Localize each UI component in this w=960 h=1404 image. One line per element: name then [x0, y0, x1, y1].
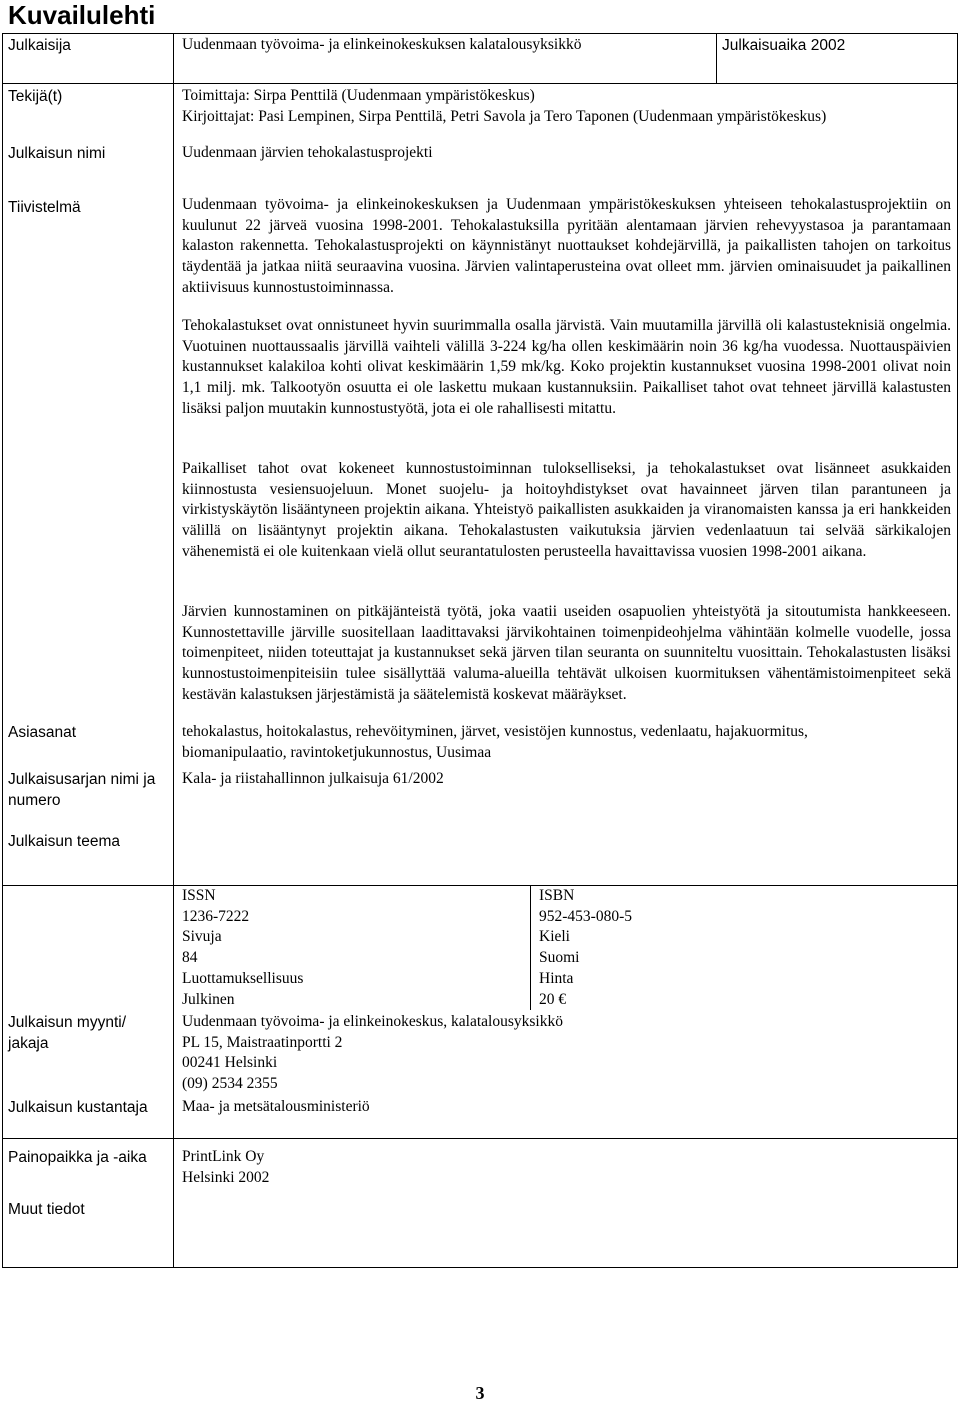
- table-border-bottom: [2, 1267, 958, 1268]
- distributor-address: PL 15, Maistraatinportti 2: [182, 1033, 343, 1051]
- distribution-value: [182, 1012, 563, 1095]
- issn-label: ISSN: [182, 887, 216, 904]
- row-divider-distribution: [2, 1138, 958, 1139]
- keywords-value: tehokalastus, hoitokalastus, rehevöityminen, järvet, vesistöjen kunnostus, vedenlaatu, hajakuormitus, biomanipulaatio, ravintoketjukunnostus, Uusimaa: [182, 723, 808, 761]
- pub-name-label: Julkaisun nimi: [8, 145, 106, 162]
- distributor-name: Uudenmaan työvoima- ja elinkeinokeskus, kalatalousyksikkö: [182, 1013, 563, 1030]
- printing-place-year: Helsinki 2002: [182, 1168, 270, 1186]
- isbn-value: 952-453-080-5: [539, 907, 632, 925]
- isbn-block: [539, 886, 632, 1010]
- abstract-label: Tiivistelmä: [8, 199, 81, 216]
- language-value: Suomi: [539, 949, 580, 967]
- publisher-value: Uudenmaan työvoima- ja elinkeinokeskuksen kalatalousyksikkö: [182, 36, 582, 53]
- date-divider: [716, 33, 717, 83]
- isbn-label: ISBN: [539, 887, 575, 904]
- page-number: 3: [475, 1383, 485, 1403]
- isbn-divider: [530, 885, 531, 1010]
- publication-date: Julkaisuaika 2002: [722, 37, 846, 54]
- abstract-paragraph: Paikalliset tahot ovat kokeneet kunnostustoiminnan tulokselliseksi, ja tehokalastukset ovat lisänneet asukkaiden kiinnostusta vesiensuojeluun. Monet suojelu- ja hoitoyhdistykset ovat havainneet järven tilan parantuneen ja virkistyskäytön lisääntyneen projektin aikana. Yhteistyö paikallisten asukkaiden ja viranomaisten kanssa ja eri hankkeiden välillä on lisääntynyt projektin aikana. Tehokalastusten vaikutuksia järvien vedenlaatuun tai selvää särkikalojen vähenemistä ei ole kuitenkaan vielä ollut seurantatulosten perusteella havaittavissa vuosien 1998-2001 aikana.: [182, 460, 951, 560]
- confidentiality-value: Julkinen: [182, 990, 235, 1008]
- distribution-label: Julkaisun myynti/ jakaja: [8, 1014, 127, 1052]
- row-divider-1: [2, 83, 958, 84]
- pages-value: 84: [182, 949, 198, 967]
- language-label: Kieli: [539, 928, 570, 946]
- theme-label: Julkaisun teema: [8, 833, 121, 850]
- issn-block: [182, 886, 303, 1010]
- abstract-paragraph: Tehokalastukset ovat onnistuneet hyvin suurimmalla osalla järvistä. Vain muutamilla järvillä oli kalastusteknisiä ongelmia. Vuotuinen nuottaussaalis järvillä vaihteli välillä 3-224 kg/ha ollen keskimäärin noin 36 kg/ha vuodessa. Nuottauspäivien kustannukset kalakiloa kohti olivat keskimäärin 1,59 mk/kg. Koko projektin kustannukset vuosina 1998-2001 olivat noin 1,1 milj. mk. Talkootyön osuutta ei ole laskettu mukaan kustannuksiin. Paikalliset tahot ovat tehneet järvillä kalastusten lisäksi paljon muutakin kunnostustyötä, jota ei ole rahallisesti mitattu.: [182, 317, 951, 417]
- pages-label: Sivuja: [182, 928, 222, 946]
- other-label: Muut tiedot: [8, 1201, 85, 1218]
- row-divider-theme: [2, 885, 958, 886]
- financier-label: Julkaisun kustantaja: [8, 1099, 148, 1116]
- printing-value: [182, 1147, 269, 1188]
- abstract-paragraph: Uudenmaan työvoima- ja elinkeinokeskuksen ja Uudenmaan ympäristökeskuksen yhteiseen tehokalastusprojektiin on kuulunut 22 järveä vuosina 1998-2001. Tehokalastuksilla pyritään alentamaan järvien rehevyystasoa ja parantamaan kalaston rakennetta. Tehokalastusprojekti on käynnistänyt nuottaukset kohdejärvillä, ja paikallisten tahojen on tarkoitus täydentää ja jatkaa niitä seuraavina vuosina. Järvien valintaperusteina ovat olleet mm. järvien ominaisuudet ja paikallinen aktiivisuus kunnostustoiminnassa.: [182, 196, 951, 296]
- keywords-label: Asiasanat: [8, 724, 77, 741]
- issn-value: 1236-7222: [182, 907, 250, 925]
- table-border-top: [2, 33, 958, 34]
- authors-label: Tekijä(t): [8, 88, 63, 105]
- distributor-postcode: 00241 Helsinki: [182, 1054, 278, 1072]
- authors-value: [182, 86, 826, 127]
- distributor-phone: (09) 2534 2355: [182, 1075, 278, 1093]
- pub-name-value: Uudenmaan järvien tehokalastusprojekti: [182, 144, 433, 161]
- confidentiality-label: Luottamuksellisuus: [182, 969, 304, 987]
- writers-line: Kirjoittajat: Pasi Lempinen, Sirpa Penttilä, Petri Savola ja Tero Taponen (Uudenmaan ympäristökeskus): [182, 107, 827, 125]
- table-border-left: [2, 33, 3, 1268]
- financier-value: Maa- ja metsätalousministeriö: [182, 1098, 370, 1115]
- document-title: Kuvailulehti: [8, 0, 156, 30]
- abstract-paragraph: Järvien kunnostaminen on pitkäjänteistä työtä, joka vaatii useiden osapuolien yhteistyötä ja sitoutumista hankkeeseen. Kunnostettaville järville suositellaan laadittavaksi järvikohtainen toimenpideohjelma vähintään kolmelle vuodelle, jossa toimenpiteet, niiden toteuttajat ja kustannukset sekä järven tilan seuranta on suunniteltu vuosittain. Tehokalastusten lisäksi kunnostustoimenpiteisiin tulee sisällyttää valuma-alueilla tehtävät ulkoisen kuormituksen vähentämistoimenpiteet sekä kestävän kalastuksen järjestämistä ja säätelemistä koskevat määräykset.: [182, 603, 951, 703]
- price-value: 20 €: [539, 990, 567, 1008]
- series-value: Kala- ja riistahallinnon julkaisuja 61/2002: [182, 770, 444, 787]
- editor-line: Toimittaja: Sirpa Penttilä (Uudenmaan ympäristökeskus): [182, 87, 535, 104]
- price-label: Hinta: [539, 969, 574, 987]
- series-label: Julkaisusarjan nimi ja numero: [8, 771, 156, 809]
- publisher-label: Julkaisija: [8, 37, 71, 54]
- printing-label: Painopaikka ja -aika: [8, 1149, 147, 1166]
- printer-name: PrintLink Oy: [182, 1148, 265, 1165]
- table-border-right: [957, 33, 958, 1268]
- column-divider: [173, 33, 174, 1268]
